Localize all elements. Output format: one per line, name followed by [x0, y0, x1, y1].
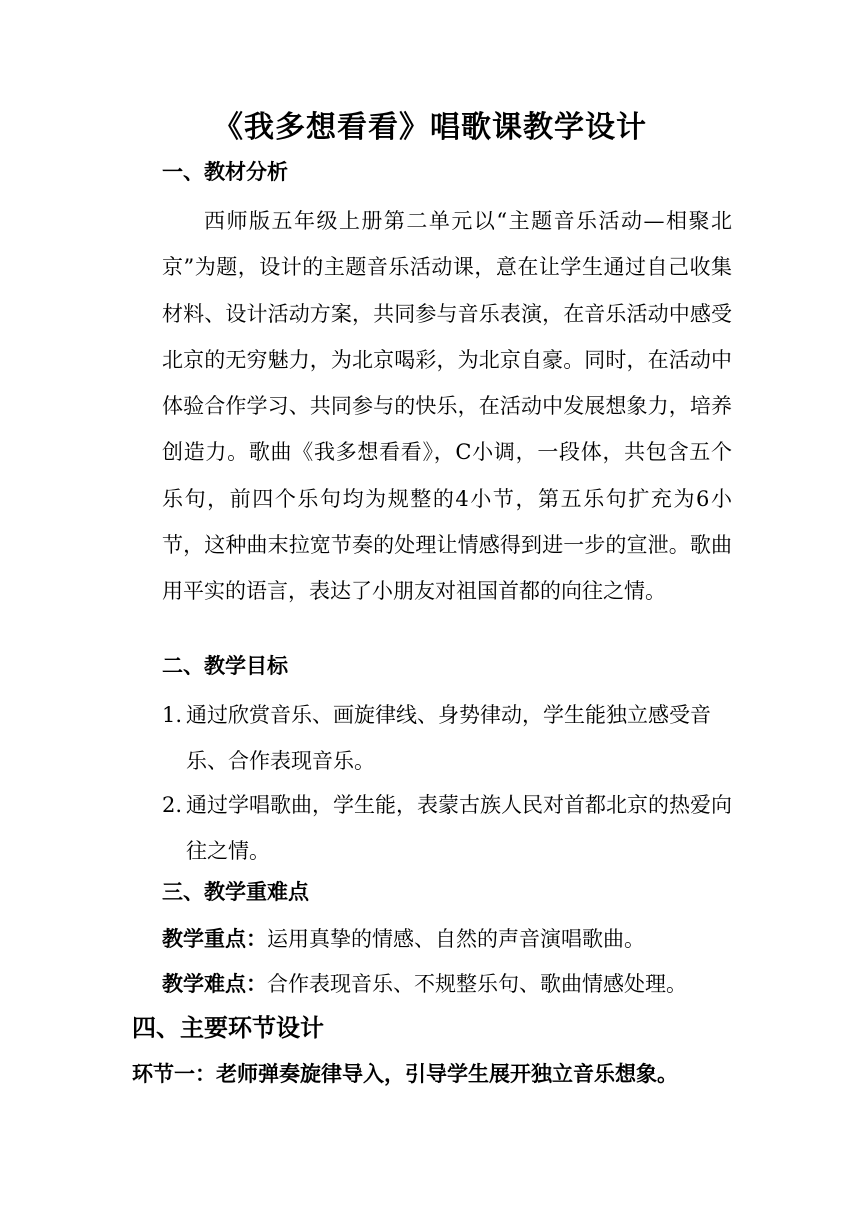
step-one-line: 环节一：老师弹奏旋律导入，引导学生展开独立音乐想象。: [132, 1061, 678, 1086]
list-item-text: 通过学唱歌曲，学生能，表蒙古族人民对首都北京的热爱向往之情。: [186, 793, 732, 863]
key-point-line: [162, 923, 762, 955]
section-heading-main-steps: 四、主要环节设计: [132, 1013, 324, 1042]
section-heading-textbook-analysis: 一、教材分析: [162, 159, 288, 184]
difficult-point-text: 合作表现音乐、不规整乐句、歌曲情感处理。: [267, 972, 687, 996]
list-item-text: 通过欣赏音乐、画旋律线、身势律动，学生能独立感受音乐、合作表现音乐。: [186, 703, 711, 773]
textbook-analysis-paragraph: 西师版五年级上册第二单元以“主题音乐活动—相聚北京”为题，设计的主题音乐活动课，意在让学生通过自己收集材料、设计活动方案，共同参与音乐表演，在音乐活动中感受北京的无穷魅力，为北京喝彩，为北京自豪。同时，在活动中体验合作学习、共同参与的快乐，在活动中发展想象力，培养创造力。歌曲《我多想看看》，C小调，一段体，共包含五个乐句，前四个乐句均为规整的4小节，第五乐句扩充为6小节，这种曲末拉宽节奏的处理让情感得到进一步的宣泄。歌曲用平实的语言，表达了小朋友对祖国首都的向往之情。: [162, 209, 732, 604]
teaching-goal-item-2: [162, 782, 732, 874]
difficult-point-label: 教学难点：: [162, 971, 267, 996]
section-heading-key-points: 三、教学重难点: [162, 879, 309, 904]
key-point-text: 运用真挚的情感、自然的声音演唱歌曲。: [267, 927, 645, 951]
list-number: 2.: [162, 793, 183, 817]
section-heading-teaching-goals: 二、教学目标: [162, 653, 288, 678]
list-number: 1.: [162, 703, 183, 727]
teaching-goal-item-1: [162, 692, 732, 784]
key-point-label: 教学重点：: [162, 926, 267, 951]
document-title: 《我多想看看》唱歌课教学设计: [213, 110, 647, 145]
difficult-point-line: [162, 968, 762, 1000]
